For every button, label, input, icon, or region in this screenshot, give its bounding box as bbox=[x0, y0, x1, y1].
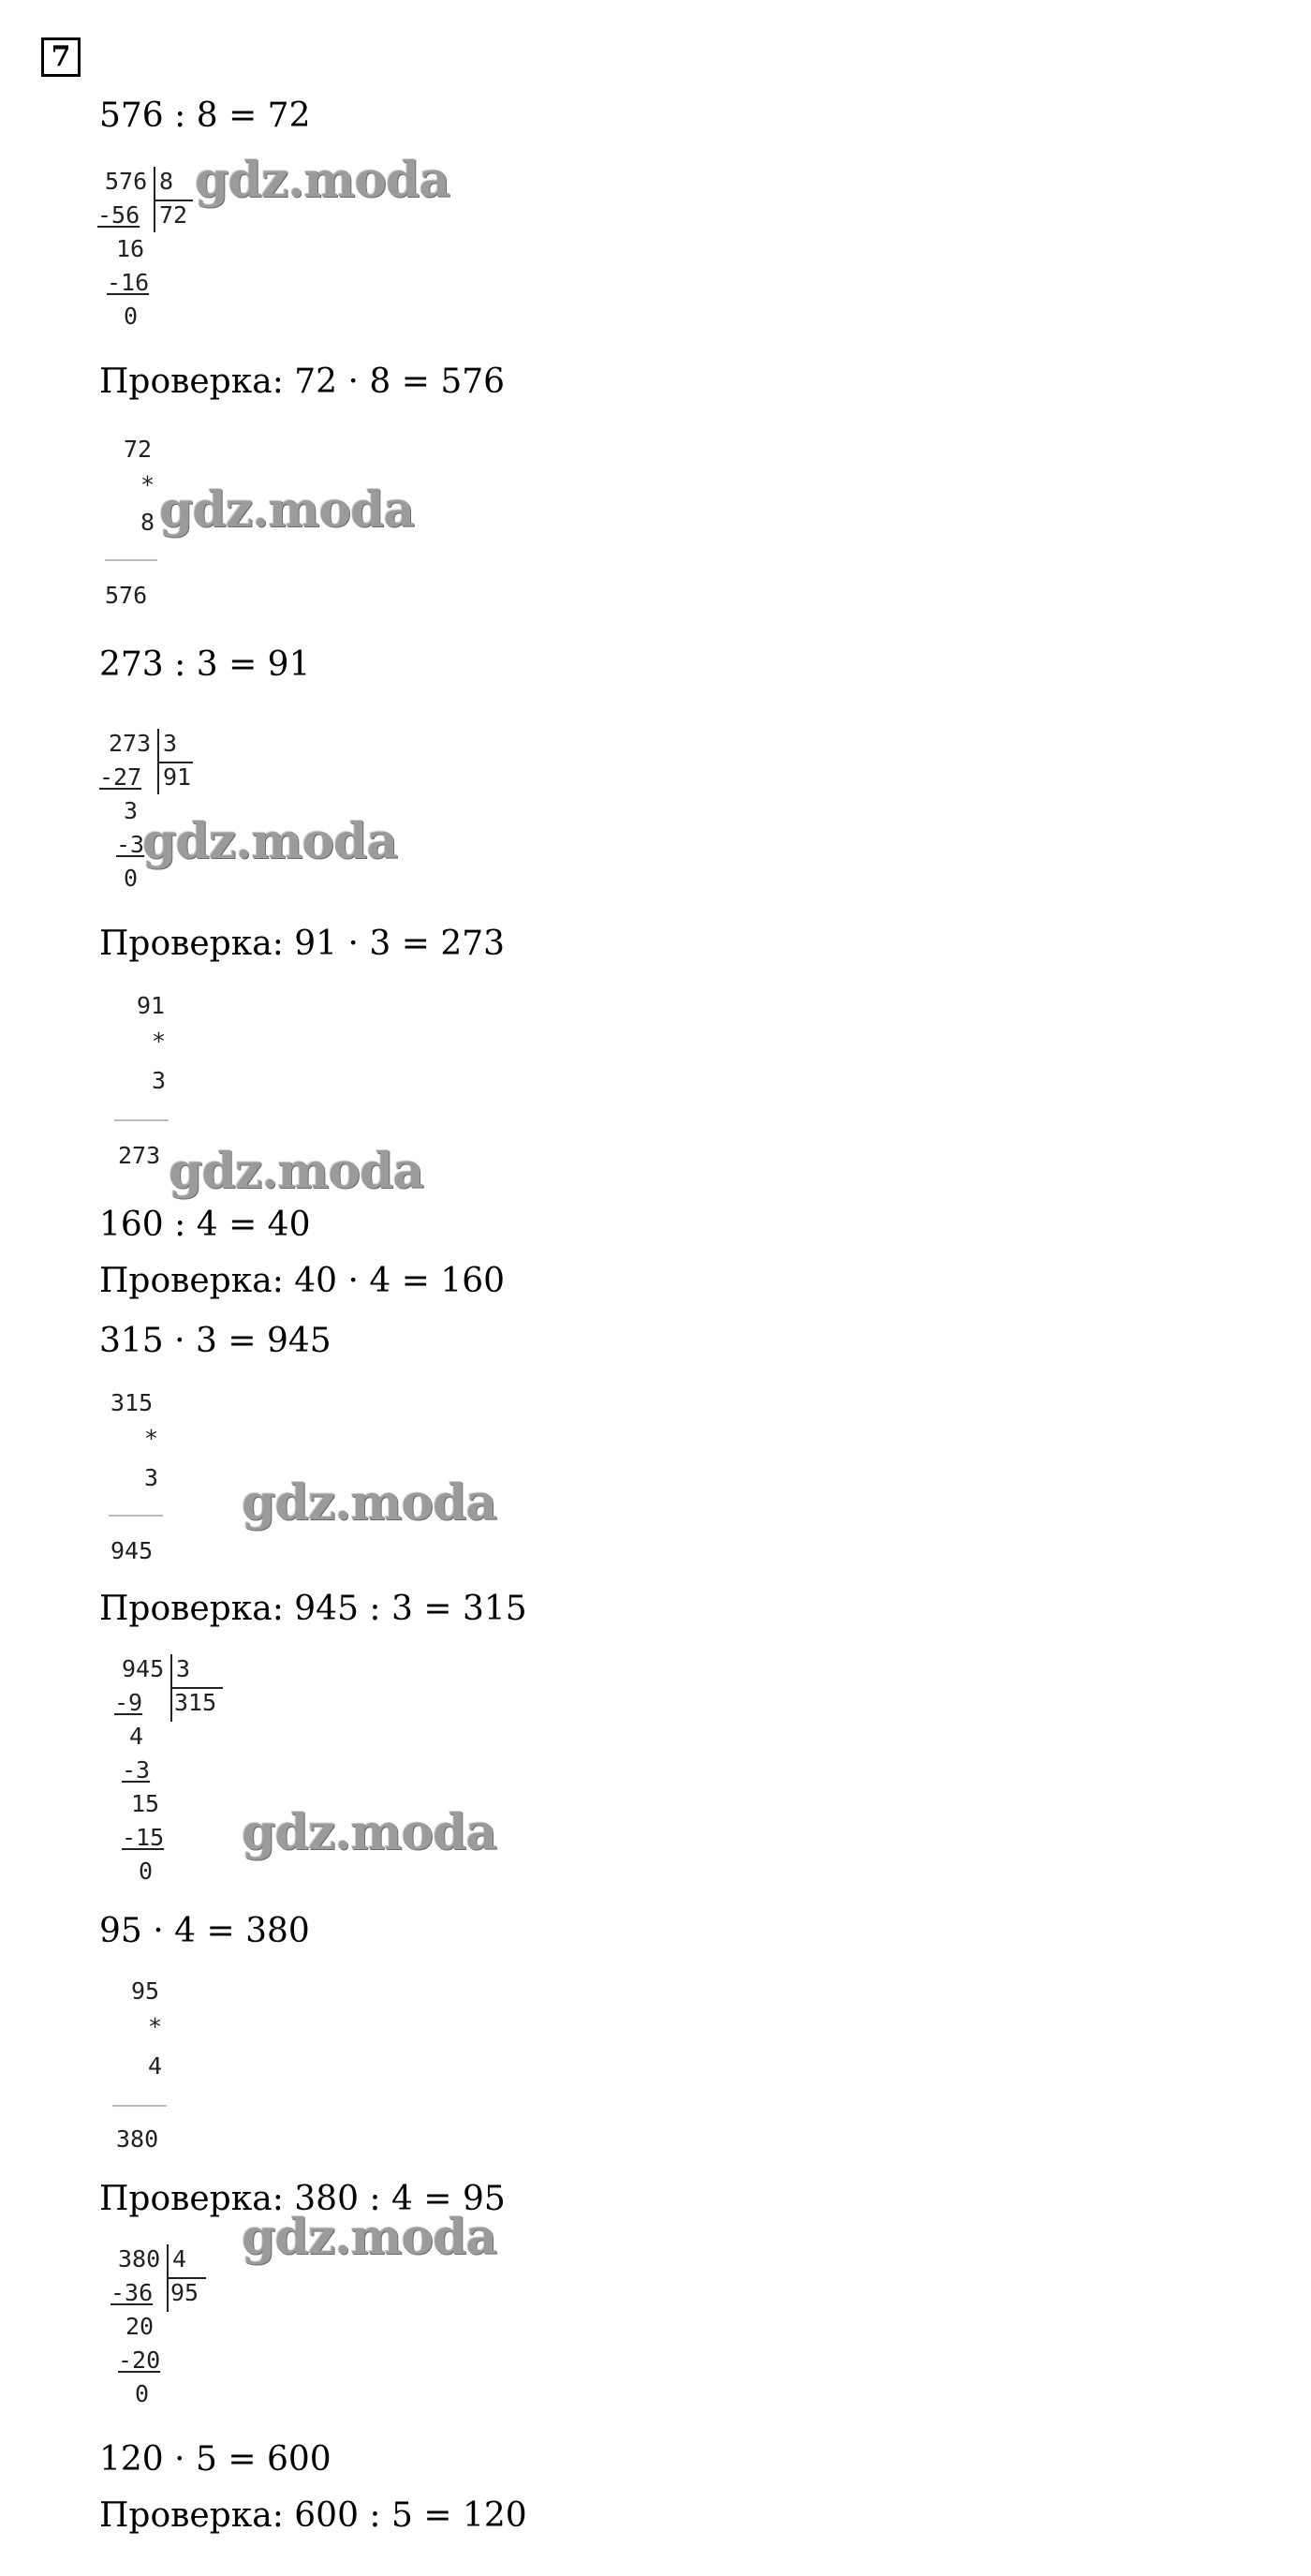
product: 945 bbox=[110, 1537, 154, 1564]
equation-line: 160 : 4 = 40 bbox=[99, 1206, 311, 1244]
factor-a: 72 bbox=[124, 436, 153, 463]
division-step: -9 bbox=[114, 1689, 143, 1716]
watermark: gdz.moda bbox=[242, 1804, 497, 1861]
watermark: gdz.moda bbox=[242, 1474, 497, 1532]
division-step: -15 bbox=[122, 1824, 165, 1851]
factor-b: 8 bbox=[140, 509, 155, 536]
division-step: 0 bbox=[139, 1858, 154, 1885]
divisor: 3 bbox=[176, 1655, 191, 1682]
watermark: gdz.moda bbox=[195, 152, 450, 209]
multiply-sign: * bbox=[148, 2013, 163, 2040]
equation-line: 273 : 3 = 91 bbox=[99, 645, 311, 684]
equation-line: 576 : 8 = 72 bbox=[99, 96, 311, 135]
multiply-sign: * bbox=[144, 1425, 159, 1452]
factor-a: 95 bbox=[131, 1977, 160, 2005]
product: 576 bbox=[105, 582, 148, 609]
division-step: 3 bbox=[124, 797, 139, 824]
factor-b: 3 bbox=[144, 1464, 159, 1491]
watermark: gdz.moda bbox=[242, 2209, 497, 2266]
watermark: gdz.moda bbox=[159, 481, 415, 539]
check-line: Проверка: 600 : 5 = 120 bbox=[99, 2496, 527, 2535]
factor-a: 91 bbox=[137, 992, 166, 1019]
factor-b: 4 bbox=[148, 2052, 163, 2080]
watermark: gdz.moda bbox=[142, 813, 398, 870]
product: 273 bbox=[118, 1142, 161, 1169]
division-step: -36 bbox=[110, 2279, 154, 2306]
equation-line: 120 · 5 = 600 bbox=[99, 2440, 331, 2479]
quotient: 91 bbox=[163, 763, 192, 791]
watermark: gdz.moda bbox=[169, 1143, 424, 1200]
factor-b: 3 bbox=[152, 1067, 167, 1094]
division-step: -27 bbox=[99, 763, 142, 791]
dividend: 945 bbox=[122, 1655, 165, 1682]
quotient: 72 bbox=[159, 201, 188, 229]
check-line: Проверка: 72 · 8 = 576 bbox=[99, 363, 506, 401]
division-step: -3 bbox=[122, 1756, 151, 1784]
task-number: 7 bbox=[41, 37, 81, 77]
check-line: Проверка: 91 · 3 = 273 bbox=[99, 925, 506, 963]
quotient: 315 bbox=[174, 1689, 217, 1716]
division-step: 20 bbox=[125, 2313, 155, 2340]
multiply-sign: * bbox=[152, 1028, 167, 1055]
check-line: Проверка: 40 · 4 = 160 bbox=[99, 1262, 506, 1300]
divisor: 3 bbox=[163, 730, 178, 757]
quotient: 95 bbox=[170, 2279, 199, 2306]
division-step: -20 bbox=[118, 2347, 161, 2374]
division-step: -3 bbox=[116, 831, 145, 858]
division-step: 0 bbox=[124, 865, 139, 892]
check-line: Проверка: 945 : 3 = 315 bbox=[99, 1590, 527, 1628]
division-step: 4 bbox=[129, 1723, 144, 1750]
equation-line: 95 · 4 = 380 bbox=[99, 1912, 310, 1950]
dividend: 380 bbox=[118, 2245, 161, 2273]
division-step: 0 bbox=[135, 2380, 150, 2407]
multiply-sign: * bbox=[140, 471, 155, 498]
dividend: 273 bbox=[109, 730, 152, 757]
division-step: -56 bbox=[97, 201, 140, 229]
check-line: Проверка: 380 : 4 = 95 bbox=[99, 2180, 506, 2218]
division-step: 0 bbox=[124, 303, 139, 330]
equation-line: 315 · 3 = 945 bbox=[99, 1322, 331, 1360]
product: 380 bbox=[116, 2125, 159, 2153]
divisor: 8 bbox=[159, 168, 174, 195]
division-step: 16 bbox=[116, 235, 145, 262]
division-step: -16 bbox=[107, 269, 150, 296]
division-step: 15 bbox=[131, 1790, 160, 1817]
divisor: 4 bbox=[172, 2245, 187, 2273]
factor-a: 315 bbox=[110, 1389, 154, 1416]
dividend: 576 bbox=[105, 168, 148, 195]
